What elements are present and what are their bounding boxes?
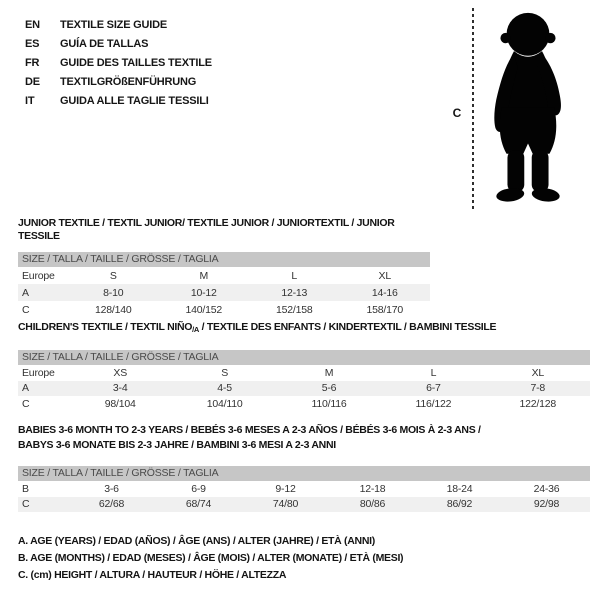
row-label: C — [22, 397, 30, 410]
table-rows — [18, 365, 590, 412]
height-cell: 140/152 — [185, 303, 223, 316]
table-title-text: / TEXTILE DES ENFANTS / KINDERTEXTIL / BAMBINI TESSILE — [199, 321, 497, 333]
row-label: C — [22, 303, 30, 316]
language-code: IT — [25, 95, 35, 108]
height-cell: 74/80 — [272, 498, 299, 511]
size-header-bar: SIZE / TALLA / TAILLE / GRÖSSE / TAGLIA — [18, 252, 430, 267]
size-cell: M — [324, 366, 334, 379]
footnote-b: B. AGE (MONTHS) / EDAD (MESES) / ÂGE (MOIS) / ALTER (MONATE) / ETÀ (MESI) — [18, 552, 404, 565]
height-cell: 68/74 — [185, 498, 212, 511]
age-cell: 12-18 — [359, 482, 386, 495]
language-row — [25, 92, 212, 111]
table-row — [18, 284, 430, 301]
height-cell: 86/92 — [446, 498, 473, 511]
table-row — [18, 365, 590, 381]
guide-title: TEXTILGRÖßENFÜHRUNG — [60, 76, 197, 89]
table-title — [18, 423, 590, 453]
table-rows — [18, 267, 430, 318]
height-cell: 80/86 — [359, 498, 386, 511]
guide-title: GUIDA ALLE TAGLIE TESSILI — [60, 95, 209, 108]
age-cell: 3-6 — [104, 482, 119, 495]
footnote-a: A. AGE (YEARS) / EDAD (AÑOS) / ÂGE (ANS) / ALTER (JAHRE) / ETÀ (ANNI) — [18, 535, 375, 547]
junior-textile-table — [18, 217, 430, 318]
size-cell: L — [291, 269, 298, 282]
childrens-textile-table — [18, 321, 590, 412]
age-cell: 6-7 — [426, 382, 441, 395]
language-row — [25, 53, 212, 72]
age-cell: 4-5 — [217, 382, 232, 395]
height-cell: 116/122 — [415, 397, 452, 410]
age-cell: 6-9 — [191, 482, 206, 495]
language-title-list — [25, 15, 212, 111]
language-row — [25, 34, 212, 53]
height-cell: 152/158 — [275, 303, 313, 316]
table-title-subscript: /A — [192, 325, 200, 334]
age-cell: 18-24 — [446, 482, 473, 495]
size-cell: L — [430, 366, 437, 379]
height-cell: 98/104 — [104, 397, 136, 410]
language-row — [25, 15, 212, 34]
guide-title: GUIDE DES TAILLES TEXTILE — [60, 56, 212, 69]
height-cell: 104/110 — [206, 397, 243, 410]
height-cell: 158/170 — [366, 303, 404, 316]
size-cell: XS — [113, 366, 127, 379]
language-code: FR — [25, 56, 40, 69]
guide-title: TEXTILE SIZE GUIDE — [60, 18, 168, 31]
row-label: Europe — [22, 366, 55, 379]
footnote-legend — [18, 533, 403, 585]
height-cell: 62/68 — [98, 498, 125, 511]
age-cell: 7-8 — [530, 382, 546, 395]
table-row — [18, 267, 430, 284]
table-row — [18, 497, 590, 513]
size-cell: XL — [531, 366, 545, 379]
language-code: ES — [25, 37, 40, 50]
size-cell: XL — [378, 269, 391, 282]
table-rows — [18, 481, 590, 512]
table-title — [18, 321, 590, 334]
age-cell: 5-6 — [321, 382, 337, 395]
height-measure-label: C — [452, 106, 462, 120]
babies-textile-table — [18, 423, 590, 512]
age-cell: 3-4 — [112, 382, 128, 395]
age-cell: 12-13 — [281, 286, 308, 299]
size-header-bar: SIZE / TALLA / TAILLE / GRÖSSE / TAGLIA — [18, 466, 590, 481]
age-cell: 14-16 — [371, 286, 398, 299]
age-cell: 9-12 — [275, 482, 296, 495]
table-row — [18, 301, 430, 318]
age-cell: 8-10 — [103, 286, 124, 299]
height-cell: 122/128 — [519, 397, 557, 410]
table-title-line2: BABYS 3-6 MONATE BIS 2-3 JAHRE / BAMBINI 3-6 MESI A 2-3 ANNI — [18, 439, 336, 451]
row-label: C — [22, 498, 30, 511]
language-row — [25, 73, 212, 92]
size-cell: S — [221, 366, 228, 379]
table-row — [18, 381, 590, 397]
table-row — [18, 396, 590, 412]
language-code: EN — [25, 18, 40, 31]
language-code: DE — [25, 76, 40, 89]
toddler-silhouette-image — [486, 10, 570, 208]
row-label: A — [22, 382, 29, 395]
row-label: Europe — [22, 269, 55, 282]
row-label: B — [22, 482, 29, 495]
height-cell: 128/140 — [94, 303, 132, 316]
guide-title: GUÍA DE TALLAS — [60, 37, 149, 50]
height-measure-dotted-line — [472, 8, 474, 210]
table-title-text: CHILDREN'S TEXTILE / TEXTIL NIÑO — [18, 321, 193, 333]
age-cell: 24-36 — [533, 482, 560, 495]
size-cell: M — [199, 269, 209, 282]
table-row — [18, 481, 590, 497]
age-cell: 10-12 — [190, 286, 217, 299]
row-label: A — [22, 286, 29, 299]
size-cell: S — [109, 269, 117, 282]
height-cell: 110/116 — [311, 397, 347, 410]
table-title-line1: BABIES 3-6 MONTH TO 2-3 YEARS / BEBÉS 3-6 MESES A 2-3 AÑOS / BÉBÉS 3-6 MOIS À 2-3 ANS / — [18, 424, 481, 436]
footnote-c: C. (cm) HEIGHT / ALTURA / HAUTEUR / HÖHE / ALTEZZA — [18, 569, 287, 582]
height-cell: 92/98 — [533, 498, 560, 511]
size-header-bar: SIZE / TALLA / TAILLE / GRÖSSE / TAGLIA — [18, 350, 590, 365]
table-title: JUNIOR TEXTILE / TEXTIL JUNIOR/ TEXTILE JUNIOR / JUNIORTEXTIL / JUNIOR TESSILE — [18, 217, 395, 242]
